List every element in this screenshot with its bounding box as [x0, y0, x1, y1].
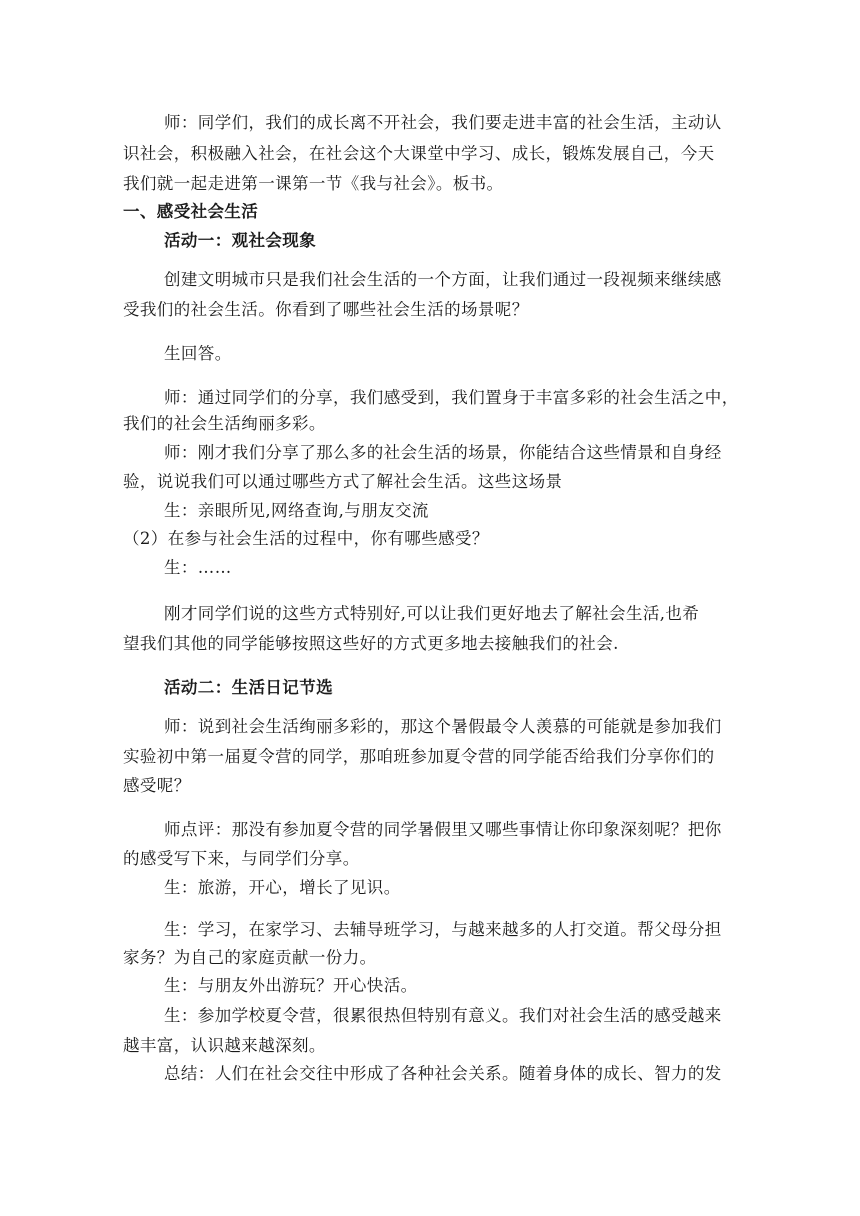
paragraph-line: 生：参加学校夏令营，很累很热但特别有意义。我们对社会生活的感受越来 [164, 1006, 722, 1025]
paragraph-line: 生：旅游，开心，增长了见识。 [164, 878, 401, 897]
activity-heading: 活动一：观社会现象 [164, 231, 317, 250]
paragraph-line: 我们的社会生活绚丽多彩。 [123, 414, 326, 433]
paragraph-line: 生：…… [164, 558, 232, 577]
paragraph-line: 生：亲眼所见,网络查询,与朋友交流 [164, 501, 429, 520]
paragraph-line: 师：同学们，我们的成长离不开社会，我们要走进丰富的社会生活，主动认 [164, 113, 722, 132]
paragraph-line: 师：说到社会生活绚丽多彩的，那这个暑假最令人羡慕的可能就是参加我们 [164, 717, 722, 736]
paragraph-line: 创建文明城市只是我们社会生活的一个方面，让我们通过一段视频来继续感 [164, 270, 722, 289]
activity-heading: 活动二：生活日记节选 [164, 678, 333, 697]
paragraph-line: 越丰富，认识越来越深刻。 [123, 1036, 326, 1055]
paragraph-line: 的感受写下来，与同学们分享。 [123, 849, 360, 868]
paragraph-line: 师：刚才我们分享了那么多的社会生活的场景，你能结合这些情景和自身经 [164, 443, 722, 462]
paragraph-line: 望我们其他的同学能够按照这些好的方式更多地去接触我们的社会. [123, 634, 619, 653]
paragraph-line: 生：学习，在家学习、去辅导班学习，与越来越多的人打交道。帮父母分担 [164, 920, 722, 939]
paragraph-line: 总结：人们在社会交往中形成了各种社会关系。随着身体的成长、智力的发 [164, 1064, 722, 1083]
section-heading: 一、感受社会生活 [123, 202, 259, 221]
paragraph-line: 刚才同学们说的这些方式特别好,可以让我们更好地去了解社会生活,也希 [164, 604, 700, 623]
paragraph-line: 家务？为自己的家庭贡献一份力。 [123, 948, 377, 967]
paragraph-line: 识社会，积极融入社会，在社会这个大课堂中学习、成长，锻炼发展自己，今天 [123, 144, 715, 163]
paragraph-line: 师：通过同学们的分享，我们感受到，我们置身于丰富多彩的社会生活之中， [164, 388, 739, 407]
paragraph-line: 生：与朋友外出游玩？开心快活。 [164, 976, 418, 995]
paragraph-line: 实验初中第一届夏令营的同学，那咱班参加夏令营的同学能否给我们分享你们的 [123, 747, 715, 766]
paragraph-line: 感受呢？ [123, 776, 191, 795]
paragraph-line: 受我们的社会生活。你看到了哪些社会生活的场景呢？ [123, 300, 529, 319]
paragraph-line: （2）在参与社会生活的过程中，你有哪些感受？ [123, 529, 489, 548]
paragraph-line: 师点评：那没有参加夏令营的同学暑假里又哪些事情让你印象深刻呢？把你 [164, 820, 722, 839]
paragraph-line: 验，说说我们可以通过哪些方式了解社会生活。这些这场景 [123, 472, 563, 491]
paragraph-line: 生回答。 [164, 344, 232, 363]
paragraph-line: 我们就一起走进第一课第一节《我与社会》。板书。 [123, 174, 504, 193]
